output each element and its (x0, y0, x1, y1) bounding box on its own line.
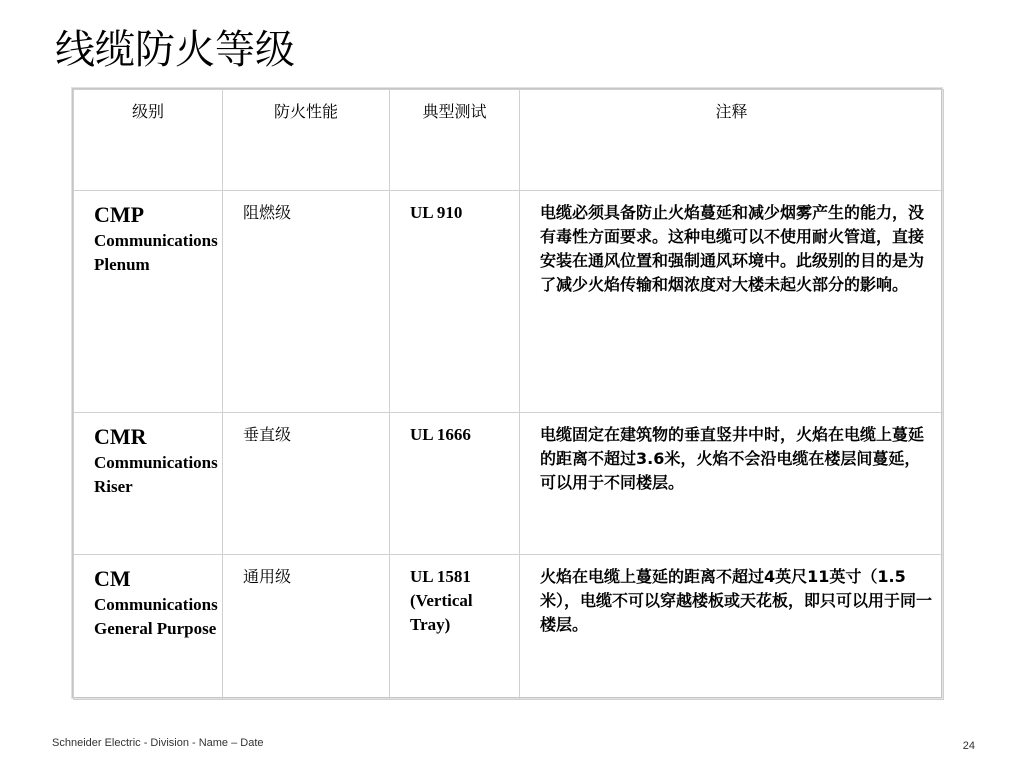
header-typical-test: 典型测试 (390, 90, 520, 191)
rating-cell: 垂直级 (223, 413, 390, 555)
level-name: Communications Plenum (94, 231, 218, 274)
level-cell (74, 413, 223, 555)
level-name: Communications General Purpose (94, 595, 218, 638)
level-code: CMR (94, 424, 147, 449)
footer-text: Schneider Electric - Division - Name – Date (52, 737, 264, 749)
table-row (74, 413, 944, 555)
rating-cell: 阻燃级 (223, 191, 390, 413)
table-row (74, 191, 944, 413)
fire-rating-table-frame (72, 88, 942, 698)
test-cell: UL 1666 (390, 413, 520, 555)
header-level: 级别 (74, 90, 223, 191)
level-code: CM (94, 566, 131, 591)
level-cell (74, 191, 223, 413)
note-cell: 电缆固定在建筑物的垂直竖井中时，火焰在电缆上蔓延的距离不超过3.6米，火焰不会沿电缆在楼层间蔓延，可以用于不同楼层。 (520, 413, 944, 555)
test-cell: UL 1581 (Vertical Tray) (390, 555, 520, 700)
level-cell (74, 555, 223, 700)
header-notes: 注释 (520, 90, 944, 191)
table-row (74, 555, 944, 700)
fire-rating-table (73, 89, 944, 700)
note-cell: 火焰在电缆上蔓延的距离不超过4英尺11英寸（1.5米），电缆不可以穿越楼板或天花板，即只可以用于同一楼层。 (520, 555, 944, 700)
header-fire-performance: 防火性能 (223, 90, 390, 191)
test-cell: UL 910 (390, 191, 520, 413)
note-cell: 电缆必须具备防止火焰蔓延和减少烟雾产生的能力，没有毒性方面要求。这种电缆可以不使用耐火管道，直接安装在通风位置和强制通风环境中。此级别的目的是为了减少火焰传输和烟浓度对大楼未起火部分的影响。 (520, 191, 944, 413)
table-header-row (74, 90, 944, 191)
page-number: 24 (962, 740, 975, 752)
level-name: Communications Riser (94, 453, 218, 496)
rating-cell: 通用级 (223, 555, 390, 700)
level-code: CMP (94, 202, 145, 227)
slide-title: 线缆防火等级 (55, 27, 295, 73)
